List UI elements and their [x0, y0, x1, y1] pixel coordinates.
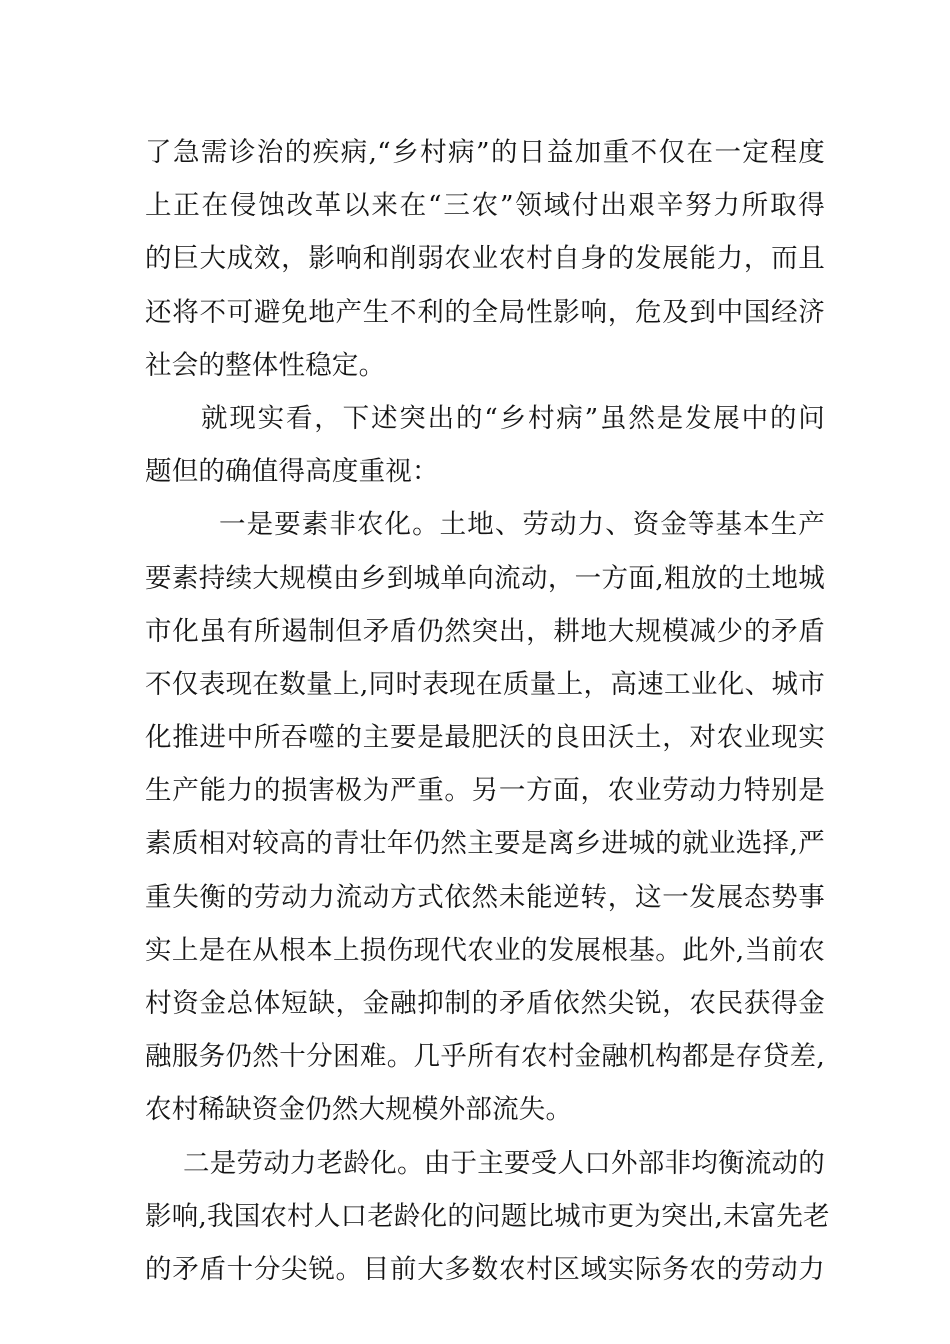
text-line: 素质相对较高的青壮年仍然主要是离乡进城的就业选择,严 — [145, 828, 825, 860]
text-line: 二是劳动力老龄化。由于主要受人口外部非均衡流动的 — [183, 1147, 825, 1179]
text-line: 的矛盾十分尖锐。目前大多数农村区域实际务农的劳动力 — [145, 1253, 825, 1285]
text-line: 了急需诊治的疾病,“乡村病”的日益加重不仅在一定程度 — [145, 137, 825, 168]
text-line: 村资金总体短缺，金融抑制的矛盾依然尖锐，农民获得金 — [145, 988, 825, 1019]
paragraph-labor-aging — [145, 1137, 830, 1297]
text-line: 的巨大成效，影响和削弱农业农村自身的发展能力，而且 — [145, 243, 825, 275]
text-line: 实上是在从根本上损伤现代农业的发展根基。此外,当前农 — [145, 934, 825, 966]
text-line: 市化虽有所遏制但矛盾仍然突出，耕地大规模减少的矛盾 — [145, 615, 825, 647]
text-line: 农村稀缺资金仍然大规模外部流失。 — [145, 1094, 573, 1126]
body-text — [145, 126, 830, 1296]
text-line: 重失衡的劳动力流动方式依然未能逆转，这一发展态势事 — [145, 881, 825, 913]
text-line: 不仅表现在数量上,同时表现在质量上，高速工业化、城市 — [145, 668, 825, 700]
text-line: 影响,我国农村人口老龄化的问题比城市更为突出,未富先老 — [145, 1200, 830, 1232]
text-line: 生产能力的损害极为严重。另一方面，农业劳动力特别是 — [145, 775, 825, 807]
text-line: 化推进中所吞噬的主要是最肥沃的良田沃土，对农业现实 — [145, 722, 825, 754]
text-line: 还将不可避免地产生不利的全局性影响，危及到中国经济 — [145, 296, 825, 328]
paragraph-reality-view — [145, 392, 825, 498]
text-line: 上正在侵蚀改革以来在“三农”领域付出艰辛努力所取得 — [145, 190, 825, 222]
text-line: 要素持续大规模由乡到城单向流动，一方面,粗放的土地城 — [145, 562, 825, 594]
text-line: 就现实看，下述突出的“乡村病”虽然是发展中的问 — [201, 402, 825, 434]
paragraph-rural-disease-intro — [145, 126, 825, 392]
text-line: 一是要素非农化。土地、劳动力、资金等基本生产 — [219, 509, 825, 541]
text-line: 融服务仍然十分困难。几乎所有农村金融机构都是存贷差, — [145, 1041, 825, 1073]
text-line: 社会的整体性稳定。 — [145, 349, 386, 381]
paragraph-factor-non-agriculture — [145, 498, 825, 1136]
text-line: 题但的确值得高度重视： — [145, 456, 439, 488]
